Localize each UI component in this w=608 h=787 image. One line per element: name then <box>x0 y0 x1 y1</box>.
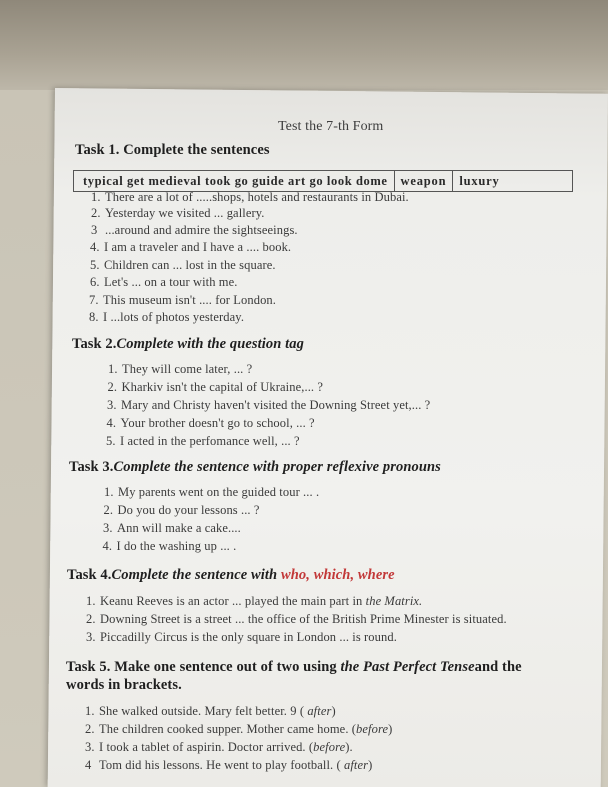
list-item <box>89 310 244 325</box>
task-instruction: Complete the sentence with proper reflexive pronouns <box>113 459 441 475</box>
task3-heading <box>69 459 441 476</box>
item-text: She walked outside. Mary felt better. 9 ( <box>99 704 308 718</box>
list-item <box>91 223 298 238</box>
list-item <box>104 503 260 518</box>
task5-heading-cont: words in brackets. <box>66 677 182 693</box>
list-item <box>103 539 237 554</box>
item-italic: before <box>313 740 346 754</box>
item-italic: the Matrix. <box>365 594 423 608</box>
item-text: Ann will make a cake.... <box>117 521 241 535</box>
list-item <box>90 240 291 255</box>
item-number: 1. <box>91 190 101 204</box>
list-item <box>91 206 265 221</box>
item-number: 8. <box>89 310 99 324</box>
item-text: I am a traveler and I have a .... book. <box>104 240 292 254</box>
list-item <box>85 740 353 755</box>
word-bank-box <box>73 170 573 192</box>
item-end: ) <box>331 704 336 718</box>
task-instruction: Complete the sentences <box>123 142 270 158</box>
item-text: My parents went on the guided tour ... . <box>118 485 320 499</box>
task-instruction: Make one sentence out of two using <box>114 659 341 675</box>
item-number: 4 <box>85 758 92 772</box>
task5-heading <box>66 659 522 676</box>
item-number: 1. <box>86 594 96 608</box>
list-item <box>108 380 324 395</box>
item-text: Let's ... on a tour with me. <box>104 275 238 289</box>
item-number: 3 <box>91 223 98 237</box>
item-number: 3. <box>85 740 95 754</box>
item-number: 2. <box>86 612 96 626</box>
item-text: Yesterday we visited ... gallery. <box>105 206 265 220</box>
task-label: Task 1. <box>75 142 124 158</box>
item-text: Do you do your lessons ... ? <box>117 503 260 517</box>
task-label: Task 5. <box>66 659 115 675</box>
item-text: I acted in the perfomance well, ... ? <box>120 434 300 448</box>
item-text: Children can ... lost in the square. <box>104 258 276 272</box>
task-label: Task 4. <box>67 567 112 583</box>
list-item <box>86 630 397 645</box>
item-number: 2. <box>85 722 95 736</box>
list-item <box>86 594 422 609</box>
item-number: 7. <box>89 293 99 307</box>
background-wall <box>0 0 608 90</box>
item-number: 6. <box>90 275 100 289</box>
word-bank-word: luxury <box>459 174 500 188</box>
task2-heading <box>72 336 304 353</box>
item-text: Mary and Christy haven't visited the Downing Street yet,... ? <box>121 398 431 412</box>
item-number: 4. <box>106 416 117 430</box>
task4-heading <box>67 567 395 584</box>
task-instruction: Complete the sentence with <box>111 567 281 583</box>
item-text: They will come later, ... ? <box>122 362 253 376</box>
item-number: 5. <box>90 258 100 272</box>
list-item <box>91 190 409 205</box>
item-number: 1. <box>108 362 118 376</box>
list-item <box>85 722 392 737</box>
item-text: I took a tablet of aspirin. Doctor arrived. ( <box>99 740 314 754</box>
task-highlight: who, which, where <box>280 567 395 583</box>
page-title: Test the 7-th Form <box>278 119 384 134</box>
item-number: 2. <box>103 503 114 517</box>
item-number: 3. <box>107 398 117 412</box>
item-number: 2. <box>91 206 101 220</box>
item-text: Kharkiv isn't the capital of Ukraine,... ? <box>121 380 324 394</box>
task-label: Task 3. <box>69 459 114 475</box>
item-end: ) <box>388 722 393 736</box>
list-item <box>85 704 336 719</box>
task-instruction-end: and the <box>474 659 522 675</box>
item-number: 5. <box>106 434 116 448</box>
item-text: Keanu Reeves is an actor ... played the main part in <box>100 594 366 608</box>
item-text: ...around and admire the sightseeings. <box>105 223 298 237</box>
item-number: 3. <box>86 630 96 644</box>
item-number: 1. <box>85 704 95 718</box>
list-item <box>107 398 430 413</box>
list-item <box>86 612 507 627</box>
item-text: I ...lots of photos yesterday. <box>103 310 245 324</box>
item-italic: after <box>343 758 369 772</box>
word-bank-word: weapon <box>395 171 454 191</box>
item-italic: before <box>356 722 389 736</box>
item-text: Your brother doesn't go to school, ... ? <box>120 416 315 430</box>
list-item <box>107 416 315 431</box>
list-item <box>90 258 276 273</box>
list-item <box>90 275 238 290</box>
list-item <box>106 434 300 449</box>
item-text: Tom did his lessons. He went to play football. ( <box>99 758 344 772</box>
item-number: 2. <box>107 380 118 394</box>
list-item <box>89 293 276 308</box>
item-text: The children cooked supper. Mother came home. ( <box>99 722 357 736</box>
list-item <box>108 362 252 377</box>
item-end: ) <box>368 758 373 772</box>
item-number: 4. <box>102 539 113 553</box>
list-item <box>104 485 319 500</box>
item-italic: after <box>307 704 332 718</box>
word-bank-group: typical get medieval took go guide art go look dome <box>77 171 395 191</box>
task1-heading <box>75 142 270 159</box>
item-text: Piccadilly Circus is the only square in London ... is round. <box>100 630 397 644</box>
item-end: ). <box>345 740 353 754</box>
list-item <box>103 521 241 536</box>
item-number: 4. <box>90 240 100 254</box>
item-text: There are a lot of .....shops, hotels and restaurants in Dubai. <box>105 190 409 204</box>
item-text: This museum isn't .... for London. <box>103 293 277 307</box>
item-number: 1. <box>104 485 114 499</box>
item-text: Downing Street is a street ... the office of the British Prime Minester is situated. <box>100 612 507 626</box>
list-item <box>85 758 372 773</box>
task-instruction-italic: the Past Perfect Tense <box>340 659 475 675</box>
task-instruction: Complete with the question tag <box>116 336 304 352</box>
item-text: I do the washing up ... . <box>116 539 237 553</box>
task-label: Task 2. <box>72 336 117 352</box>
item-number: 3. <box>103 521 113 535</box>
